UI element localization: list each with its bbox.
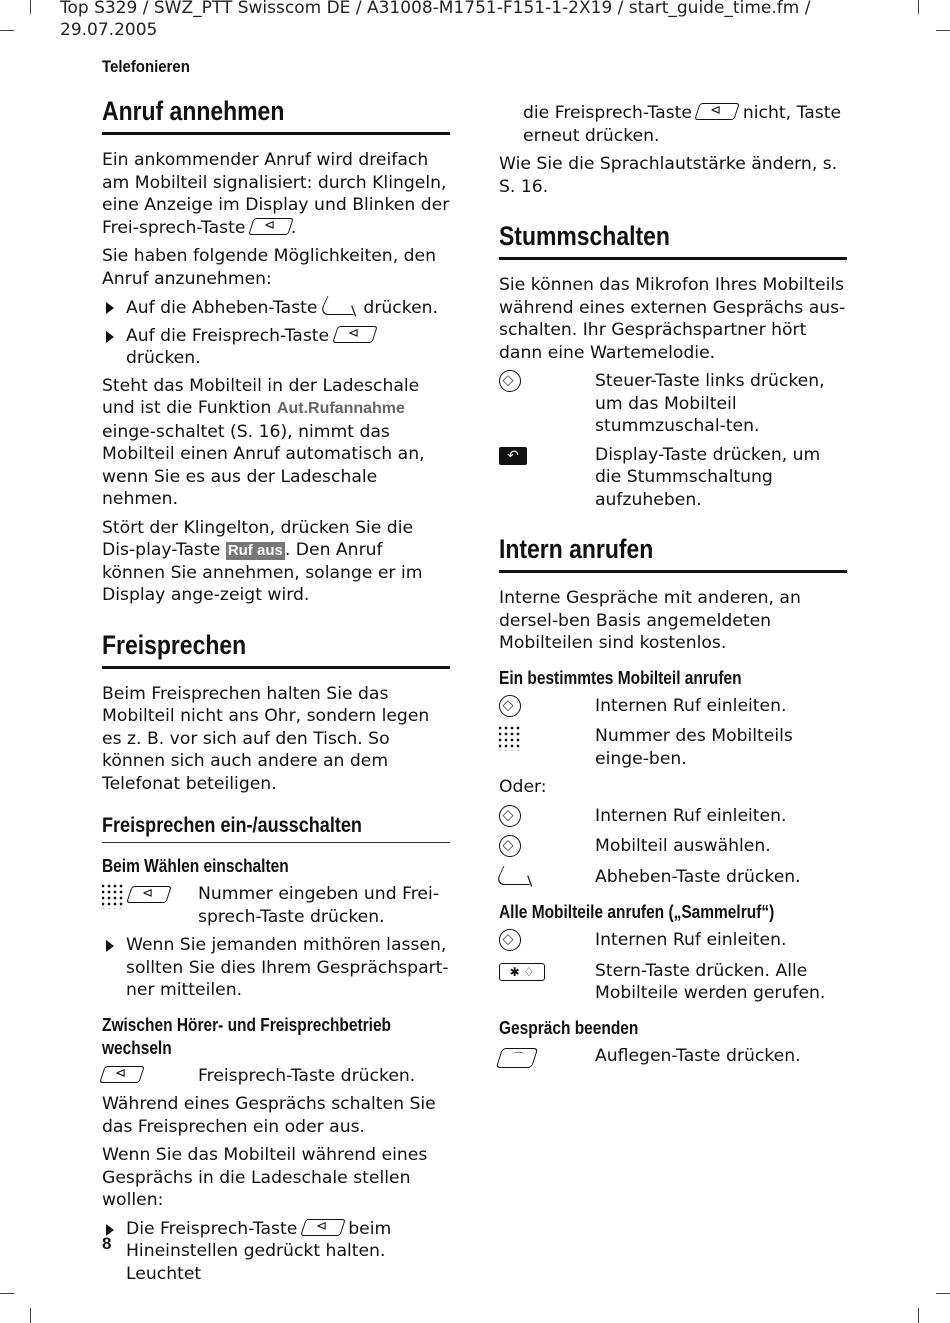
paragraph: Stört der Klingelton, drücken Sie die Dis-play-Taste Ruf aus . Den Anruf können Sie annehmen, solange er im Display ange-zeigt wird. (102, 517, 423, 605)
list-item: Auf die Freisprech-Taste ⊲ drücken. (102, 325, 450, 370)
star-key-icon: ✱ ♢ (499, 963, 545, 981)
list-item: Wenn Sie jemanden mithören lassen, sollten Sie dies Ihrem Gesprächspart-ner mitteilen. (102, 934, 450, 1002)
instruction-text: Steuer-Taste links drücken, um das Mobilteil stummzuschal-ten. (595, 371, 825, 436)
instruction-row (499, 805, 847, 830)
subsubheading: Beim Wählen einschalten (102, 856, 289, 876)
subsubheading: Zwischen Hörer- und Freisprechbetrieb wechseln (102, 1014, 392, 1058)
instruction-text: Abheben-Taste drücken. (595, 866, 801, 887)
heading-stummschalten: Stummschalten (499, 220, 847, 260)
crop-mark (0, 1293, 14, 1294)
instruction-text: Internen Ruf einleiten. (595, 805, 787, 826)
instruction-text: Stern-Taste drücken. Alle Mobilteile werden gerufen. (595, 960, 826, 1003)
subheading: Freisprechen ein-/ausschalten (102, 813, 450, 843)
paragraph: die Freisprech-Taste ⊲ nicht, Taste erneut drücken. (499, 102, 847, 147)
paragraph: Während eines Gesprächs schalten Sie das Freisprechen ein oder aus. (102, 1094, 436, 1137)
subsubheading: Alle Mobilteile anrufen („Sammelruf“) (499, 902, 775, 922)
instruction-text: Auflegen-Taste drücken. (595, 1045, 801, 1066)
paragraph: Sie haben folgende Möglichkeiten, den Anruf anzunehmen: (102, 246, 437, 289)
back-key-icon: ↶ (499, 447, 527, 465)
section-title: Telefonieren (102, 57, 190, 76)
paragraph: Oder: (499, 777, 547, 797)
instruction-text: Nummer des Mobilteils einge-ben. (595, 726, 793, 769)
instruction-row (102, 883, 450, 928)
instruction-row (499, 695, 847, 720)
heading-anruf-annehmen: Anruf annehmen (102, 95, 450, 135)
speaker-key-icon (99, 1066, 145, 1083)
instruction-row (499, 370, 847, 438)
instruction-row (499, 960, 847, 1005)
instruction-row (499, 725, 847, 770)
paragraph: Steht das Mobilteil in der Ladeschale und ist die Funktion Aut.Rufannahme einge-schaltet (S. 16), nimmt das Mobilteil einen Anruf automatisch an, wenn Sie es aus der Ladeschale nehmen. (102, 375, 425, 509)
instruction-row (499, 1045, 847, 1068)
instruction-text: Internen Ruf einleiten. (595, 695, 787, 716)
instruction-row (102, 1065, 450, 1088)
list-item: Auf die Abheben-Taste drücken. (102, 296, 450, 320)
instruction-text: Freisprech-Taste drücken. (198, 1065, 416, 1086)
speaker-key-icon (127, 886, 173, 903)
page-number: 8 (102, 1234, 112, 1253)
paragraph: Beim Freisprechen halten Sie das Mobilteil nicht ans Ohr, sondern legen es z. B. vor sich auf den Tisch. So können sich auch andere an dem Telefonat beteiligen. (102, 683, 430, 794)
control-key-icon (499, 929, 521, 951)
instruction-text: Display-Taste drücken, um die Stummschaltung aufzuheben. (595, 444, 821, 510)
paragraph: Sie können das Mikrofon Ihres Mobilteils während eines externen Gesprächs aus-schalten. Ihr Gesprächspartner hört dann eine Wartemelodie. (499, 275, 846, 363)
instruction-row (499, 835, 847, 860)
paragraph: Interne Gespräche mit anderen, an dersel-ben Basis angemeldeten Mobilteilen sind kostenlos. (499, 588, 801, 653)
heading-freisprechen: Freisprechen (102, 629, 450, 669)
speaker-key-icon (332, 326, 378, 343)
keypad-icon (499, 725, 521, 751)
talk-key-icon (495, 866, 539, 885)
instruction-text: Mobilteil auswählen. (595, 836, 771, 856)
instruction-row (499, 866, 847, 890)
paragraph: Wenn Sie das Mobilteil während eines Gesprächs in die Ladeschale stellen wollen: (102, 1145, 428, 1210)
left-column (102, 95, 450, 1290)
subsubheading: Gespräch beenden (499, 1017, 639, 1038)
crop-mark (0, 30, 14, 31)
crop-mark (918, 1308, 919, 1323)
control-key-icon (499, 805, 521, 827)
paragraph: Ein ankommender Anruf wird dreifach am Mobilteil signalisiert: durch Klingeln, eine Anzeige im Display und Blinken der Frei-sprech-Taste ⊲ . (102, 149, 450, 239)
keypad-icon (102, 883, 124, 909)
crop-mark (918, 0, 919, 14)
list-item: Die Freisprech-Taste ⊲ beim Hineinstellen gedrückt halten. Leuchtet (102, 1218, 450, 1286)
instruction-text: Internen Ruf einleiten. (595, 930, 787, 950)
crop-mark (936, 1293, 950, 1294)
heading-intern-anrufen: Intern anrufen (499, 533, 847, 573)
crop-mark (30, 0, 31, 14)
instruction-row (499, 444, 847, 512)
subsubheading: Ein bestimmtes Mobilteil anrufen (499, 667, 742, 688)
speaker-key-icon (248, 218, 294, 235)
speaker-key-icon (695, 103, 741, 120)
control-key-icon (499, 695, 521, 717)
file-header: Top S329 / SWZ_PTT Swisscom DE / A31008-M1751-F151-1-2X19 / start_guide_time.fm / 29.07.2005 (60, 0, 811, 40)
end-key-icon: ⌒ (496, 1048, 538, 1068)
crop-mark (30, 1308, 31, 1323)
menu-entry: Aut.Rufannahme (276, 400, 405, 417)
paragraph: Wie Sie die Sprachlautstärke ändern, s. S. 16. (499, 154, 838, 197)
right-column (499, 102, 847, 1074)
talk-key-icon (319, 296, 363, 315)
control-key-icon (499, 835, 521, 857)
control-key-icon (499, 370, 521, 392)
instruction-row (499, 929, 847, 954)
instruction-text: Nummer eingeben und Frei-sprech-Taste drücken. (198, 884, 439, 927)
display-key-label: Ruf aus (227, 542, 283, 559)
crop-mark (936, 30, 950, 31)
speaker-key-icon (300, 1219, 346, 1236)
